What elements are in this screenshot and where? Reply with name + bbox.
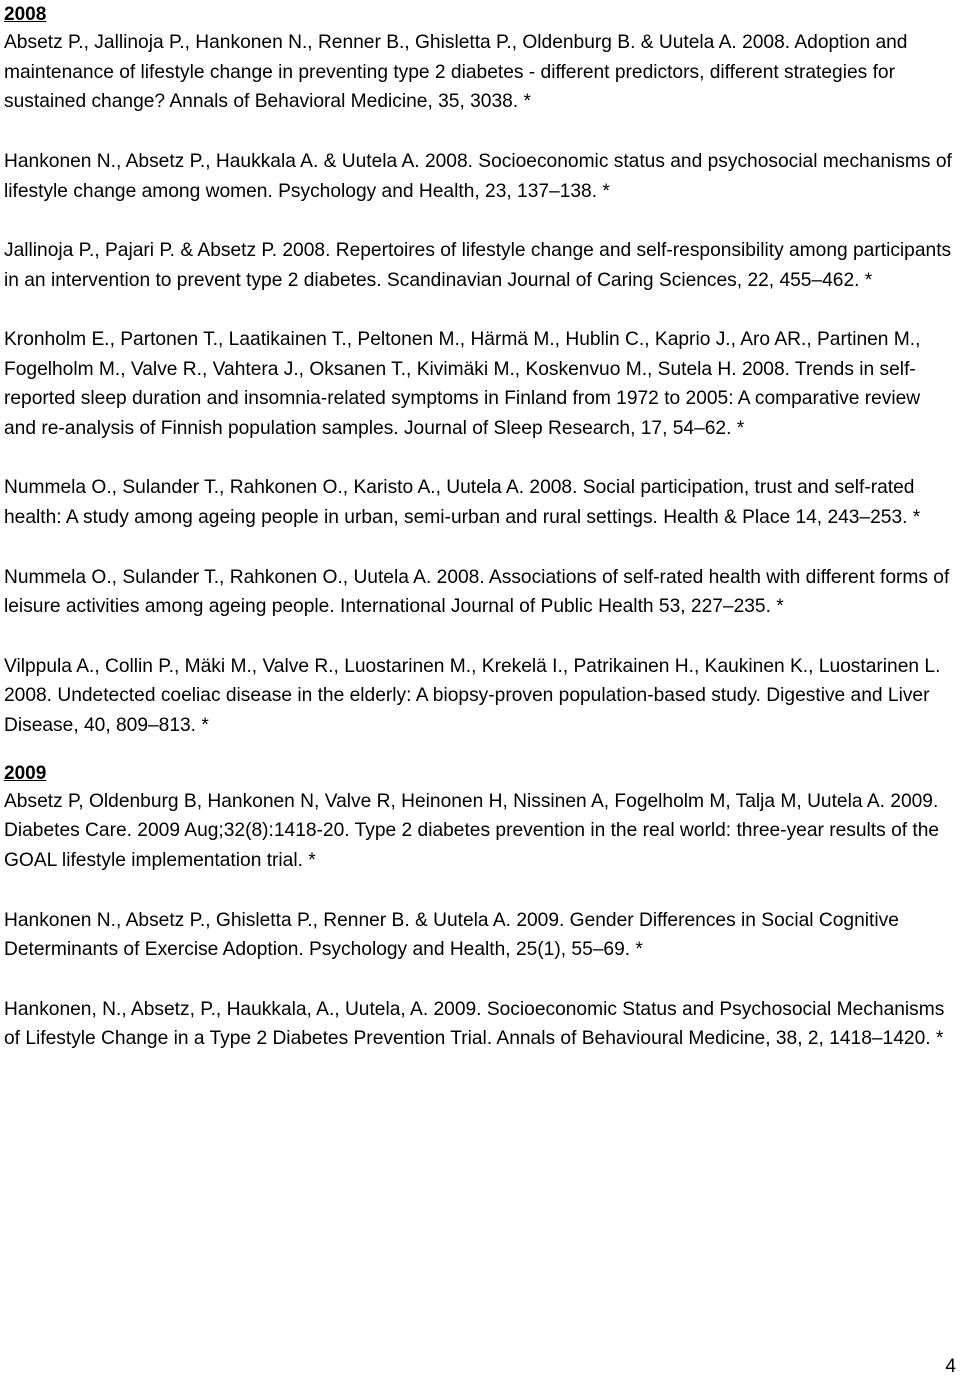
- page-number: 4: [945, 1356, 956, 1377]
- reference-entry: Nummela O., Sulander T., Rahkonen O., Karisto A., Uutela A. 2008. Social participation, trust and self-rated health: A study among ageing people in urban, semi-urban and rural settings. Health & Place 14, 243–253. *: [4, 477, 921, 529]
- reference-entry: Hankonen, N., Absetz, P., Haukkala, A., Uutela, A. 2009. Socioeconomic Status and Psychosocial Mechanisms of Lifestyle Change in a Type 2 Diabetes Prevention Trial. Annals of Behavioural Medicine, 38, 2, 1418–1420. *: [4, 998, 945, 1050]
- reference-entry: Absetz P., Jallinoja P., Hankonen N., Renner B., Ghisletta P., Oldenburg B. & Uutela A. 2008. Adoption and maintenance of lifestyle change in preventing type 2 diabetes - different predictors, different strategies for sustained change? Annals of Behavioral Medicine, 35, 3038. *: [4, 32, 908, 113]
- section-year-heading: 2009: [4, 762, 47, 784]
- reference-entry: Hankonen N., Absetz P., Haukkala A. & Uutela A. 2008. Socioeconomic status and psychosocial mechanisms of lifestyle change among women. Psychology and Health, 23, 137–138. *: [4, 150, 952, 202]
- reference-entry: Hankonen N., Absetz P., Ghisletta P., Renner B. & Uutela A. 2009. Gender Differences in Social Cognitive Determinants of Exercise Adoption. Psychology and Health, 25(1), 55–69. *: [4, 909, 899, 961]
- reference-page: [4, 0, 954, 1054]
- section-2009: [4, 761, 954, 1054]
- section-2008: [4, 2, 954, 741]
- reference-entry: Vilppula A., Collin P., Mäki M., Valve R., Luostarinen M., Krekelä I., Patrikainen H., Kaukinen K., Luostarinen L. 2008. Undetected coeliac disease in the elderly: A biopsy-proven population-based study. Digestive and Liver Disease, 40, 809–813. *: [4, 655, 941, 737]
- reference-entry: Absetz P, Oldenburg B, Hankonen N, Valve R, Heinonen H, Nissinen A, Fogelholm M, Talja M, Uutela A. 2009. Diabetes Care. 2009 Aug;32(8):1418-20. Type 2 diabetes prevention in the real world: three-year results of the GOAL lifestyle implementation trial. *: [4, 790, 940, 872]
- reference-entry: Kronholm E., Partonen T., Laatikainen T., Peltonen M., Härmä M., Hublin C., Kaprio J., Aro AR., Partinen M., Fogelholm M., Valve R., Vahtera J., Oksanen T., Kivimäki M., Koskenvuo M., Sutela H. 2008. Trends in self-reported sleep duration and insomnia-related symptoms in Finland from 1972 to 2005: A comparative review and re-analysis of Finnish population samples. Journal of Sleep Research, 17, 54–62. *: [4, 328, 921, 440]
- reference-entry: Jallinoja P., Pajari P. & Absetz P. 2008. Repertoires of lifestyle change and self-responsibility among participants in an intervention to prevent type 2 diabetes. Scandinavian Journal of Caring Sciences, 22, 455–462. *: [4, 239, 952, 291]
- reference-entry: Nummela O., Sulander T., Rahkonen O., Uutela A. 2008. Associations of self-rated health with different forms of leisure activities among ageing people. International Journal of Public Health 53, 227–235. *: [4, 566, 950, 618]
- section-year-heading: 2008: [4, 4, 47, 25]
